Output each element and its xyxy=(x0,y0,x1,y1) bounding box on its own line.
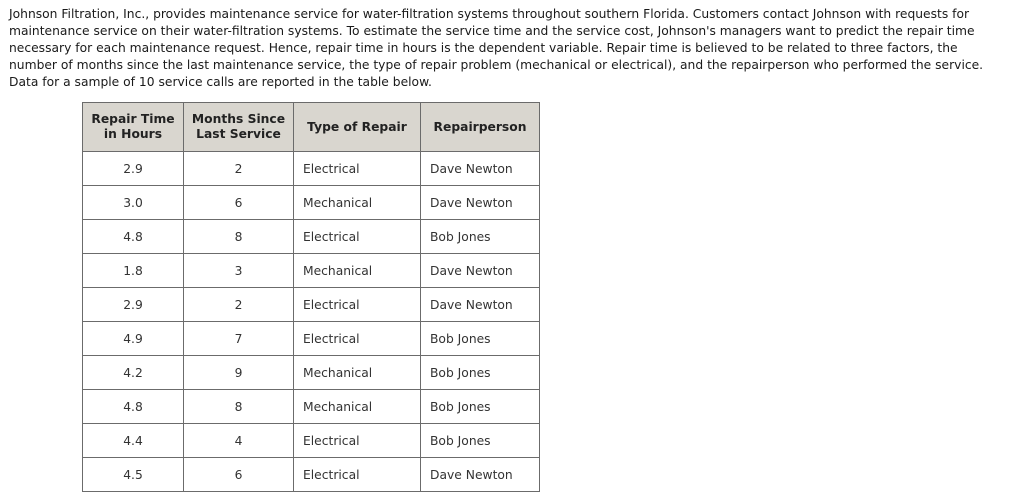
cell-repair-time: 4.4 xyxy=(83,424,184,458)
cell-months-since: 2 xyxy=(184,152,294,186)
header-text: Months Since xyxy=(191,112,286,126)
cell-repair-time: 4.8 xyxy=(83,390,184,424)
cell-repair-time: 2.9 xyxy=(83,152,184,186)
cell-repairperson: Dave Newton xyxy=(421,254,540,288)
header-repair-time xyxy=(83,103,184,152)
cell-repair-time: 3.0 xyxy=(83,186,184,220)
cell-type-of-repair: Electrical xyxy=(294,152,421,186)
table-row xyxy=(83,288,540,322)
table-row xyxy=(83,220,540,254)
cell-type-of-repair: Mechanical xyxy=(294,390,421,424)
cell-repairperson: Bob Jones xyxy=(421,220,540,254)
cell-type-of-repair: Electrical xyxy=(294,322,421,356)
header-text: Repairperson xyxy=(433,119,527,134)
cell-months-since: 9 xyxy=(184,356,294,390)
cell-repairperson: Bob Jones xyxy=(421,322,540,356)
table-row xyxy=(83,152,540,186)
table-body xyxy=(83,152,540,492)
cell-months-since: 4 xyxy=(184,424,294,458)
cell-type-of-repair: Electrical xyxy=(294,458,421,492)
cell-repair-time: 2.9 xyxy=(83,288,184,322)
cell-repair-time: 4.8 xyxy=(83,220,184,254)
cell-type-of-repair: Mechanical xyxy=(294,356,421,390)
header-text: Type of Repair xyxy=(307,119,407,134)
table-row xyxy=(83,356,540,390)
cell-repairperson: Bob Jones xyxy=(421,356,540,390)
cell-repairperson: Dave Newton xyxy=(421,458,540,492)
cell-repair-time: 4.9 xyxy=(83,322,184,356)
cell-type-of-repair: Electrical xyxy=(294,424,421,458)
table-row xyxy=(83,390,540,424)
cell-type-of-repair: Electrical xyxy=(294,220,421,254)
header-text: Repair Time xyxy=(91,112,175,126)
table-row xyxy=(83,322,540,356)
header-type-of-repair xyxy=(294,103,421,152)
cell-repair-time: 4.2 xyxy=(83,356,184,390)
header-row xyxy=(83,103,540,152)
header-text: in Hours xyxy=(103,127,163,141)
header-months-since xyxy=(184,103,294,152)
header-repairperson xyxy=(421,103,540,152)
table-row xyxy=(83,254,540,288)
cell-months-since: 6 xyxy=(184,186,294,220)
cell-months-since: 7 xyxy=(184,322,294,356)
table-row xyxy=(83,458,540,492)
cell-months-since: 3 xyxy=(184,254,294,288)
header-text: Last Service xyxy=(196,127,281,141)
service-calls-table xyxy=(82,102,540,492)
cell-repairperson: Bob Jones xyxy=(421,390,540,424)
cell-type-of-repair: Electrical xyxy=(294,288,421,322)
table-row xyxy=(83,186,540,220)
cell-repair-time: 1.8 xyxy=(83,254,184,288)
cell-repairperson: Dave Newton xyxy=(421,288,540,322)
cell-repairperson: Bob Jones xyxy=(421,424,540,458)
cell-months-since: 8 xyxy=(184,390,294,424)
cell-repairperson: Dave Newton xyxy=(421,152,540,186)
cell-months-since: 2 xyxy=(184,288,294,322)
table-header xyxy=(83,103,540,152)
cell-type-of-repair: Mechanical xyxy=(294,254,421,288)
cell-months-since: 6 xyxy=(184,458,294,492)
problem-description: Johnson Filtration, Inc., provides maintenance service for water-filtration systems throughout southern Florida. Customers contact Johnson with requests for maintenance service on their water-filtration systems. To estimate the service time and the service cost, Johnson's managers want to predict the repair time necessary for each maintenance request. Hence, repair time in hours is the dependent variable. Repair time is believed to be related to three factors, the number of months since the last maintenance service, the type of repair problem (mechanical or electrical), and the repairperson who performed the service. Data for a sample of 10 service calls are reported in the table below. xyxy=(9,7,984,89)
table-row xyxy=(83,424,540,458)
cell-months-since: 8 xyxy=(184,220,294,254)
cell-repairperson: Dave Newton xyxy=(421,186,540,220)
cell-repair-time: 4.5 xyxy=(83,458,184,492)
cell-type-of-repair: Mechanical xyxy=(294,186,421,220)
